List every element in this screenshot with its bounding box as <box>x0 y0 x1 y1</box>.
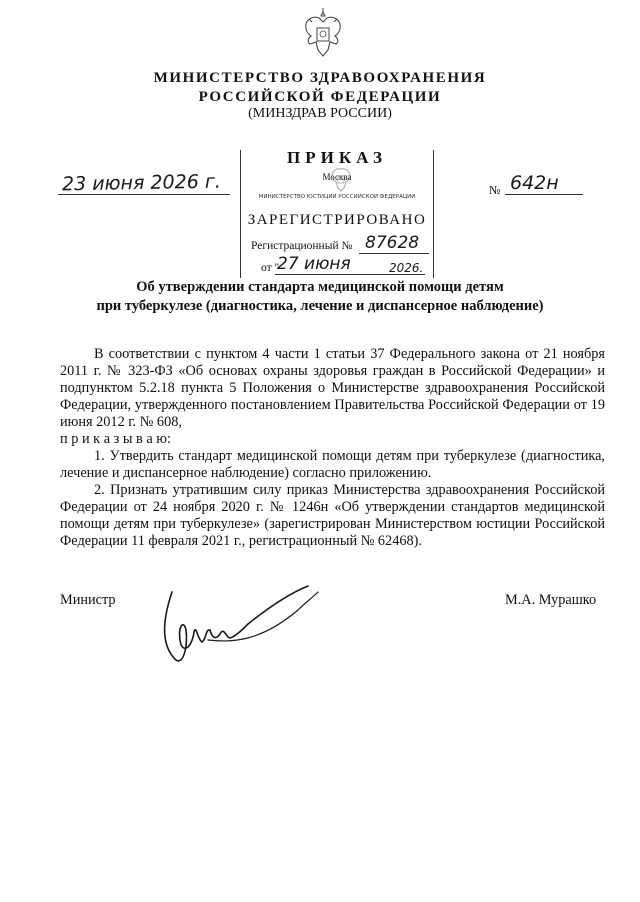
stamp-date-value: 27 июня <box>277 254 351 274</box>
order-date-line <box>58 194 230 195</box>
item-1-paragraph: 1. Утвердить стандарт медицинской помощи детям при туберкулезе (диагностика, лечение и диспансерное наблюдение) согласно приложению. <box>60 448 605 481</box>
ministry-name-line2: РОССИЙСКОЙ ФЕДЕРАЦИИ <box>198 89 442 105</box>
stamp-city: Москва <box>322 172 352 182</box>
signer-role: Министр <box>60 592 116 608</box>
stamp-date-label: от " <box>261 262 280 274</box>
order-title-line1: Об утверждении стандарта медицинской помощи детям <box>136 279 504 295</box>
preamble-paragraph: В соответствии с пунктом 4 части 1 статьи 37 Федерального закона от 21 ноября 2011 г. № 323-ФЗ «Об основах охраны здоровья граждан в Российской Федерации» и подпунктом 5.2.18 пункта 5 Положения о Министерстве здравоохранения Российской Федерации, утвержденного постановлением Правительства Российской Федерации от 19 июня 2012 г. № 608, <box>60 346 605 430</box>
stamp-reg-number-label: Регистрационный № <box>251 240 353 252</box>
order-number-line <box>505 194 583 195</box>
signer-name: М.А. Мурашко <box>505 592 597 608</box>
order-date-handwritten: 23 июня 2026 г. <box>61 170 222 196</box>
ministry-name-line1: МИНИСТЕРСТВО ЗДРАВООХРАНЕНИЯ <box>153 70 487 86</box>
order-verb-text: п р и к а з ы в а ю: <box>60 431 171 447</box>
order-body <box>60 346 605 550</box>
stamp-date-year: 2026. <box>389 261 424 275</box>
stamp-ministry-text: МИНИСТЕРСТВО ЮСТИЦИИ РОССИЙСКОЙ ФЕДЕРАЦИИ <box>258 194 416 200</box>
stamp-registered: ЗАРЕГИСТРИРОВАНО <box>247 212 427 228</box>
stamp-reg-number-line <box>359 253 429 254</box>
stamp-emblem-icon <box>330 166 352 192</box>
order-number-handwritten: 642н <box>510 172 559 194</box>
ministry-short-name: (МИНЗДРАВ РОССИИ) <box>248 106 392 121</box>
stamp-reg-number-value: 87628 <box>365 233 420 253</box>
item-2-paragraph: 2. Признать утратившим силу приказ Министерства здравоохранения Российской Федерации от 24 ноября 2020 г. № 1246н «Об утверждении стандартов медицинской помощи детям при туберкулезе» (зарегистрирован Министерством юстиции Российской Федерации 11 февраля 2021 г., регистрационный № 62468). <box>60 482 605 549</box>
order-verb <box>60 431 605 448</box>
order-number-sign: № <box>489 183 501 197</box>
order-heading: ПРИКАЗ <box>287 148 387 167</box>
coat-of-arms-icon <box>302 6 344 62</box>
handwritten-signature <box>148 580 348 680</box>
order-title-line2: при туберкулезе (диагностика, лечение и диспансерное наблюдение) <box>96 298 544 314</box>
stamp-date-line <box>275 274 425 275</box>
